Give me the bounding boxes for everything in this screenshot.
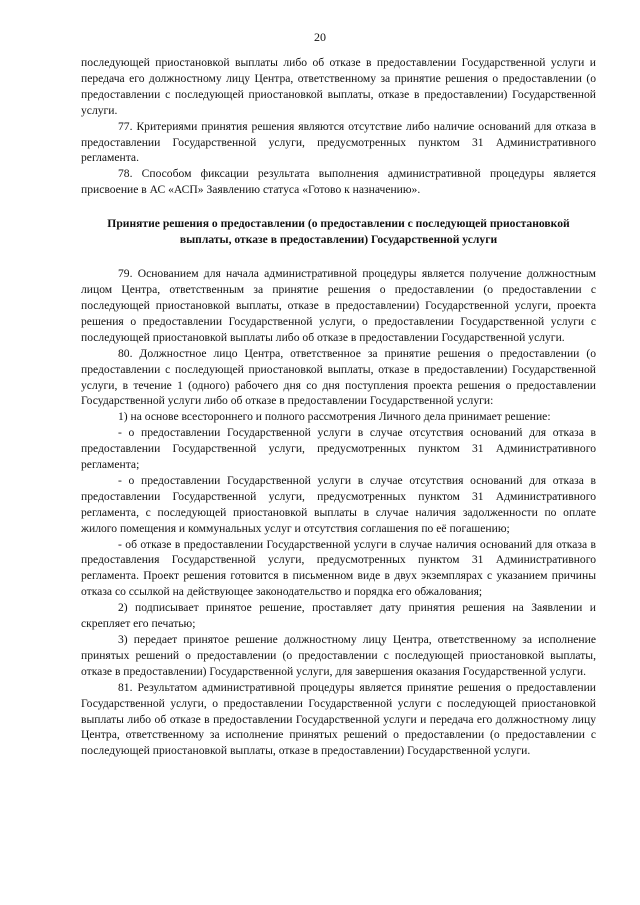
paragraph: 79. Основанием для начала административной процедуры является получение должностным лицом Центра, ответственным за принятие решения о предоставлении (о предоставлении с последующей приостановкой выплаты, отказе в предоставлении) Государственной услуги, проекта решения о предоставлении Государственной услуги, о предоставлении Государственной услуги с последующей приостановкой выплаты либо об отказе в предоставлении Государственной услуги.: [81, 267, 596, 344]
paragraph: - о предоставлении Государственной услуги в случае отсутствия оснований для отказа в предоставлении Государственной услуги, предусмотренных пунктом 31 Административного регламента, с последующей приостановкой выплаты в случае наличия задолженности по оплате жилого помещения и коммунальных услуг и отсутствия соглашения по её погашению;: [81, 473, 596, 535]
paragraphs-after-heading: [81, 266, 596, 759]
paragraph: 77. Критериями принятия решения являются отсутствие либо наличие оснований для отказа в предоставлении Государственной услуги, предусмотренных пунктом 31 Административного регламента.: [81, 119, 596, 165]
paragraph: последующей приостановкой выплаты либо об отказе в предоставлении Государственной услуги и передача его должностному лицу Центра, ответственному за принятие решения о предоставлении (о предоставлении с последующей приостановкой выплаты, отказе в предоставлении) Государственной услуги.: [81, 56, 596, 117]
paragraph: 3) передает принятое решение должностному лицу Центра, ответственному за исполнение принятых решений о предоставлении (о предоставлении с последующей приостановкой выплаты, отказе в предоставлении) Государственной услуги, для завершения оказания Государственной услуги.: [81, 633, 596, 678]
document-body: [81, 55, 596, 759]
paragraph: 80. Должностное лицо Центра, ответственное за принятие решения о предоставлении (о предоставлении с последующей приостановкой выплаты, отказе в предоставлении) Государственной услуги, в течение 1 (одного) рабочего дня со дня поступления проекта решения о предоставлении Государственной услуги либо об отказе в предоставлении Государственной услуги:: [81, 346, 596, 408]
paragraph: 1) на основе всестороннего и полного рассмотрения Личного дела принимает решение:: [118, 410, 551, 424]
paragraphs-before-heading: [81, 55, 596, 198]
page-number: 20: [314, 30, 326, 44]
paragraph: - об отказе в предоставлении Государственной услуги в случае наличия оснований для отказа в предоставления Государственной услуги, предусмотренных пунктом 31 Административного регламента. Проект решения готовится в письменном виде в двух экземплярах с указанием причины отказа со ссылкой на действующее законодательство и порядка его обжалования;: [81, 537, 596, 599]
paragraph: 78. Способом фиксации результата выполнения административной процедуры является присвоение в АС «АСП» Заявлению статуса «Готово к назначению».: [81, 167, 596, 197]
paragraph: 2) подписывает принятое решение, проставляет дату принятия решения на Заявлении и скрепляет его печатью;: [81, 601, 596, 631]
paragraph: - о предоставлении Государственной услуги в случае отсутствия оснований для отказа в предоставлении Государственной услуги, предусмотренных пунктом 31 Административного регламента;: [81, 426, 596, 472]
paragraph: 81. Результатом административной процедуры является принятие решения о предоставлении Государственной услуги, о предоставлении Государственной услуги с последующей приостановкой выплаты либо об отказе в предоставлении Государственной услуги и передача его должностному лицу Центра, ответственному за исполнение принятых решений о предоставлении (о предоставлении с последующей приостановкой выплаты, отказе в предоставлении) Государственной услуги.: [81, 680, 596, 758]
section-heading: Принятие решения о предоставлении (о предоставлении с последующей приостановкой выплаты, отказе в предоставлении) Государственной услуги: [107, 217, 570, 247]
